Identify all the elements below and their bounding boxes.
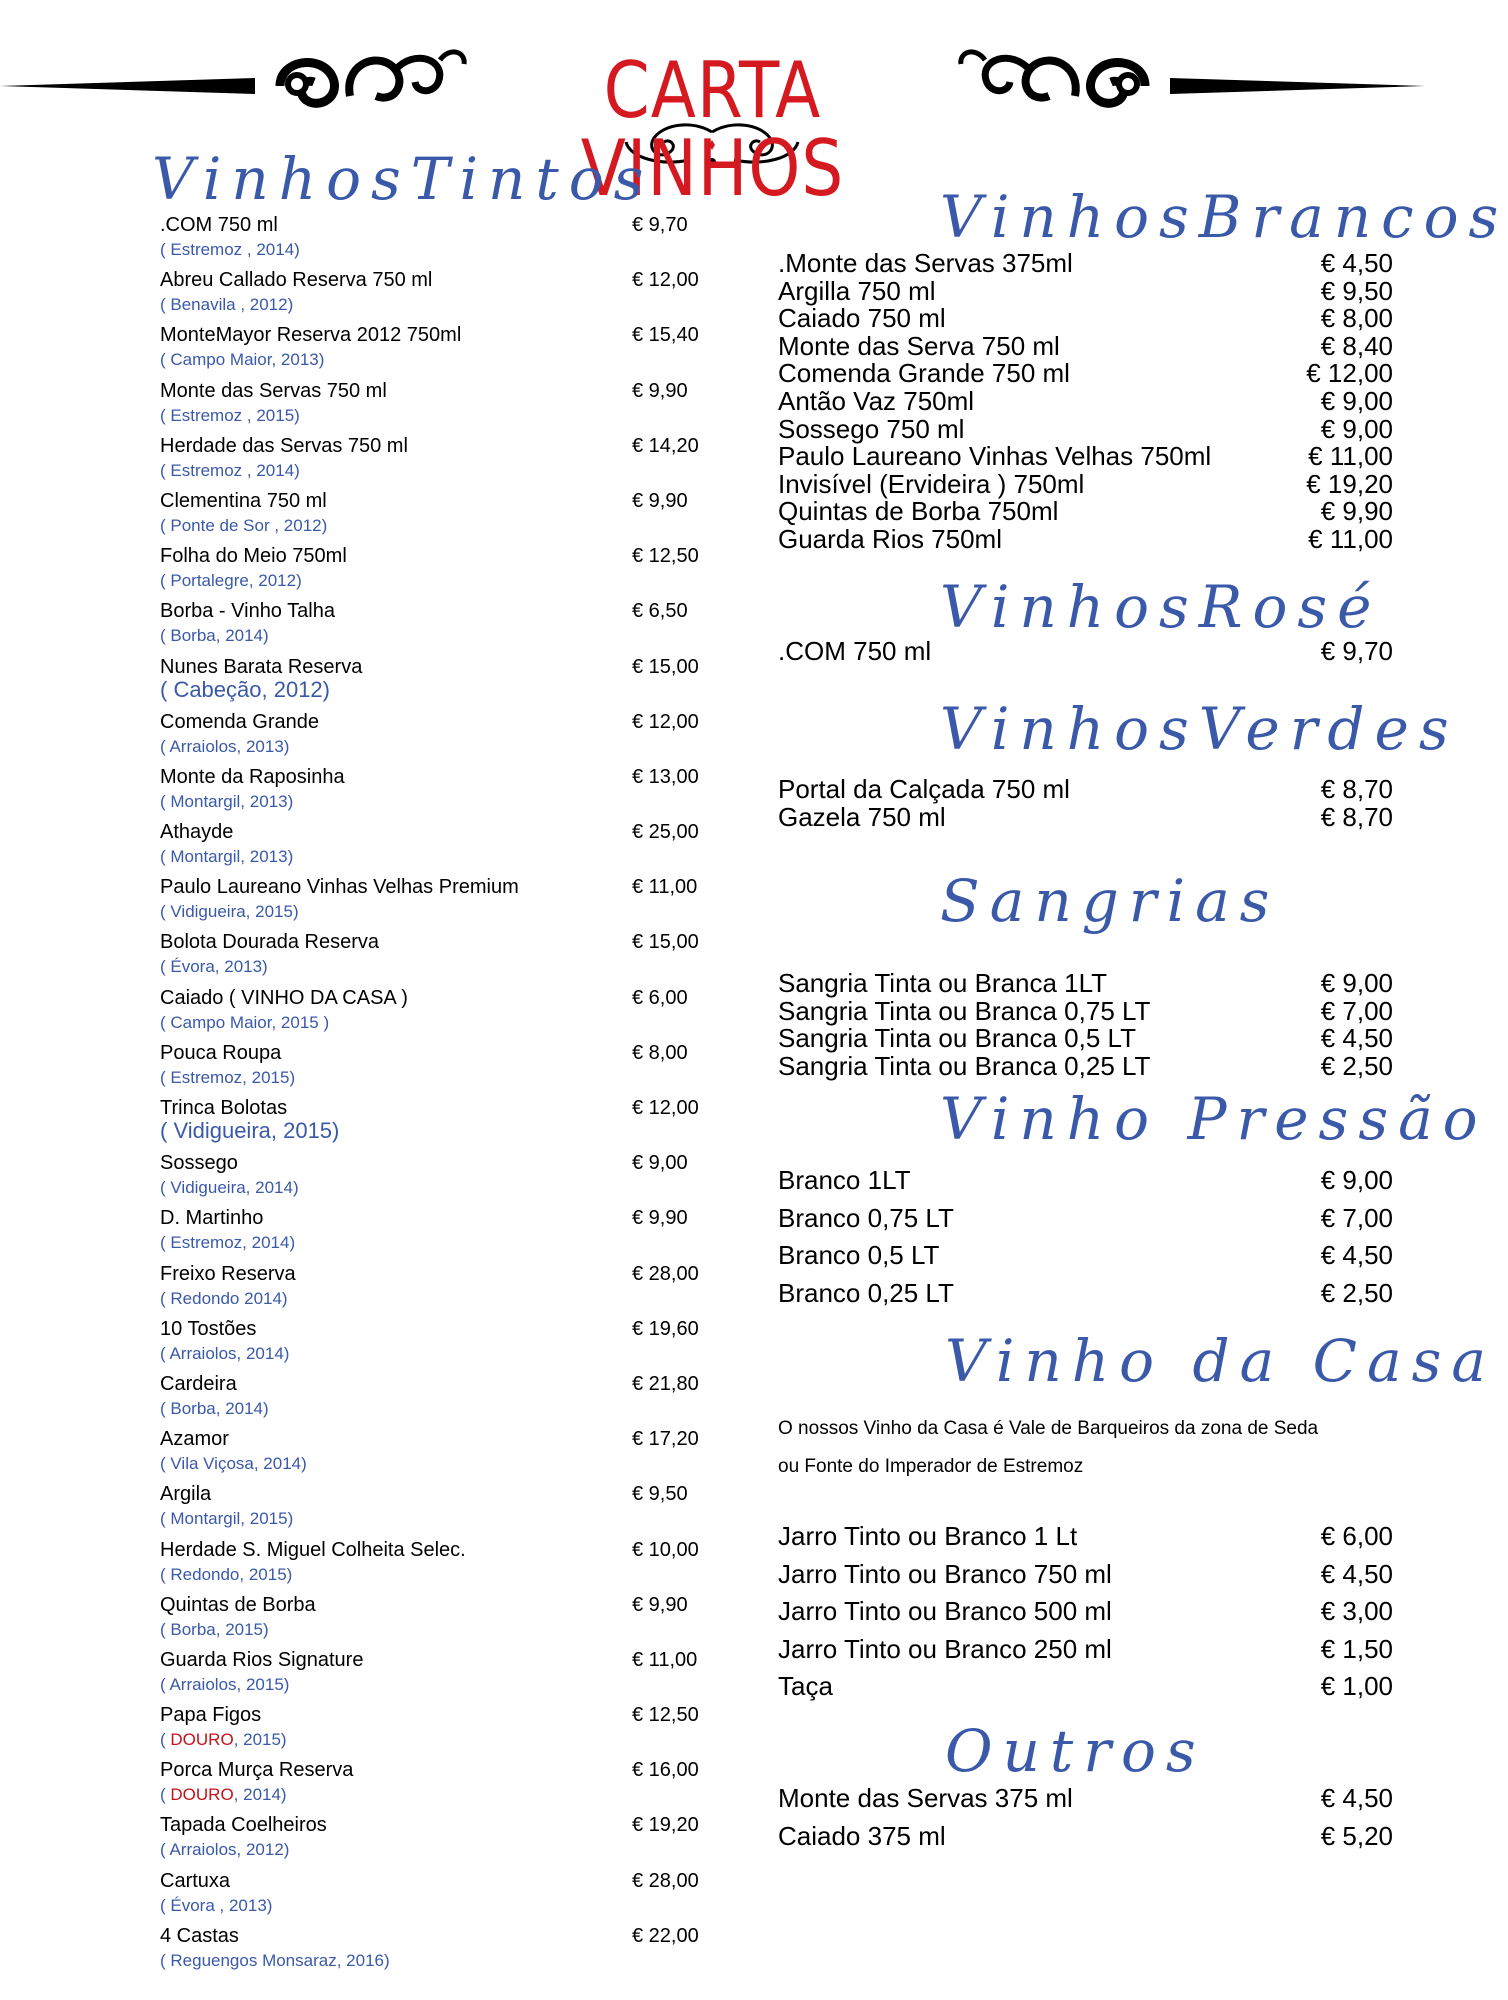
scroll-ornament-right — [961, 52, 1425, 103]
item-price: € 4,50 — [1320, 1558, 1393, 1589]
wine-price: € 28,00 — [632, 1869, 699, 1892]
item-name: Invisível (Ervideira ) 750ml — [778, 468, 1085, 499]
wine-name: Tapada Coelheiros — [160, 1814, 327, 1837]
item-price: € 2,50 — [1320, 1277, 1393, 1308]
wine-item — [158, 598, 708, 653]
wine-item — [158, 433, 708, 488]
wine-origin: ( Vila Viçosa, 2014) — [160, 1454, 307, 1474]
item-price: € 4,50 — [1320, 248, 1393, 278]
wine-item — [158, 543, 708, 598]
wine-price: € 12,50 — [632, 1704, 699, 1727]
wine-item — [158, 378, 708, 433]
wine-price: € 14,20 — [632, 434, 699, 457]
outros-list — [778, 1780, 1393, 1855]
casa-item — [778, 1631, 1393, 1669]
sangrias-list — [778, 970, 1393, 1080]
item-name: Caiado 750 ml — [778, 303, 946, 334]
sangrias-item — [778, 995, 1393, 1026]
item-price: € 9,00 — [1320, 385, 1393, 416]
wine-item — [158, 1040, 708, 1095]
item-price: € 4,50 — [1320, 1023, 1393, 1054]
wine-origin: ( Campo Maior, 2015 ) — [160, 1012, 330, 1032]
wine-name: Cartuxa — [160, 1869, 231, 1892]
wine-price: € 6,50 — [632, 600, 688, 623]
wine-name: D. Martinho — [160, 1207, 264, 1230]
wine-origin-suffix: , 2014) — [233, 1785, 287, 1805]
wine-price: € 25,00 — [632, 821, 699, 844]
wine-origin: ( Reguengos Monsaraz, 2016) — [160, 1950, 390, 1970]
casa-item — [778, 1518, 1393, 1556]
wine-item — [158, 267, 708, 322]
wine-item — [158, 1371, 708, 1426]
wine-name: Porca Murça Reserva — [160, 1759, 354, 1782]
rose-list — [778, 638, 1393, 666]
wine-item — [158, 1923, 708, 1978]
item-name: Antão Vaz 750ml — [778, 385, 975, 416]
wine-item — [158, 1316, 708, 1371]
wine-item — [158, 985, 708, 1040]
item-name: Sangria Tinta ou Branca 0,75 LT — [778, 995, 1151, 1026]
wine-name: MonteMayor Reserva 2012 750ml — [160, 324, 462, 347]
wine-price: € 10,00 — [632, 1538, 699, 1561]
casa-list — [778, 1518, 1393, 1706]
item-name: Gazela 750 ml — [778, 801, 946, 832]
wine-origin: ( Arraiolos, 2015) — [160, 1674, 290, 1694]
sangrias-item — [778, 1025, 1393, 1053]
item-price: € 8,70 — [1320, 774, 1393, 804]
item-name: Argilla 750 ml — [778, 275, 936, 306]
wine-item — [158, 1205, 708, 1260]
wine-name: Quintas de Borba — [160, 1593, 316, 1616]
wine-name: Trinca Bolotas — [160, 1097, 288, 1119]
wine-origin: ( Benavila , 2012) — [160, 295, 294, 315]
brancos-item — [778, 413, 1393, 444]
wine-price: € 19,60 — [632, 1317, 699, 1340]
item-price: € 4,50 — [1320, 1240, 1393, 1270]
pressao-item — [778, 1275, 1393, 1313]
wine-origin: ( Redondo 2014) — [160, 1288, 288, 1308]
casa-item — [778, 1556, 1393, 1594]
rose-item — [778, 638, 1393, 666]
wine-price: € 22,00 — [632, 1924, 699, 1947]
sangrias-item — [778, 970, 1393, 998]
wine-name: Guarda Rios Signature — [160, 1648, 364, 1671]
wine-origin — [160, 1784, 287, 1806]
item-price: € 11,00 — [1308, 441, 1393, 472]
wine-item — [158, 1095, 708, 1150]
brancos-item — [778, 275, 1393, 306]
wine-item — [158, 488, 708, 543]
wine-origin: ( Estremoz , 2015) — [160, 405, 300, 425]
wine-origin-prefix: ( — [160, 1785, 171, 1805]
item-price: € 4,50 — [1320, 1783, 1393, 1813]
item-price: € 6,00 — [1320, 1521, 1393, 1551]
wine-item — [158, 1481, 708, 1536]
wine-origin: ( Arraiolos, 2012) — [160, 1840, 290, 1860]
wine-origin: ( Estremoz, 2014) — [160, 1233, 296, 1253]
wine-origin: ( Vidigueira, 2015) — [160, 1118, 340, 1143]
wine-price: € 9,90 — [632, 1207, 688, 1230]
item-price: € 7,00 — [1320, 1202, 1393, 1233]
wine-name: Folha do Meio 750ml — [160, 545, 347, 568]
item-price: € 8,40 — [1320, 330, 1393, 361]
wine-name: Clementina 750 ml — [160, 489, 327, 512]
wine-name: Comenda Grande — [160, 710, 319, 733]
item-name: Guarda Rios 750ml — [778, 523, 1002, 554]
wine-item — [158, 1150, 708, 1205]
wine-price: € 15,40 — [632, 324, 699, 347]
wine-price: € 9,90 — [632, 1593, 688, 1616]
casa-description-line: O nossos Vinho da Casa é Vale de Barqueiros da zona de Seda — [778, 1418, 1319, 1439]
item-price: € 1,00 — [1320, 1671, 1393, 1701]
wine-price: € 21,80 — [632, 1372, 699, 1395]
wine-item — [158, 874, 708, 929]
brancos-item — [778, 468, 1393, 499]
item-price: € 8,70 — [1320, 801, 1393, 832]
wine-price: € 9,90 — [632, 379, 688, 402]
wine-name: Bolota Dourada Reserva — [160, 931, 380, 954]
wine-price: € 11,00 — [632, 876, 698, 899]
item-name: Jarro Tinto ou Branco 1 Lt — [778, 1521, 1078, 1551]
section-heading-verdes: VinhosVerdes — [940, 695, 1459, 763]
brancos-item — [778, 330, 1393, 361]
verdes-item — [778, 801, 1393, 832]
wine-price: € 12,00 — [632, 269, 699, 292]
wine-name: Borba - Vinho Talha — [160, 600, 335, 623]
wine-price: € 12,50 — [632, 545, 699, 568]
item-price: € 9,70 — [1320, 636, 1393, 666]
wine-price: € 16,00 — [632, 1759, 699, 1782]
casa-item — [778, 1593, 1393, 1631]
wine-origin: ( Estremoz , 2014) — [160, 240, 300, 259]
outros-item — [778, 1780, 1393, 1818]
wine-name: Azamor — [160, 1428, 229, 1451]
brancos-list — [778, 250, 1393, 554]
wine-price: € 17,20 — [632, 1428, 699, 1451]
section-heading-pressao: Vinho Pressão — [940, 1085, 1488, 1153]
wine-name: Paulo Laureano Vinhas Velhas Premium — [160, 876, 519, 899]
brancos-item — [778, 385, 1393, 416]
item-price: € 19,20 — [1306, 468, 1393, 499]
wine-origin: ( Borba, 2015) — [160, 1619, 269, 1639]
wine-origin: ( Vidigueira, 2015) — [160, 902, 299, 922]
wine-name: Pouca Roupa — [160, 1041, 282, 1064]
item-name: Sangria Tinta ou Branca 1LT — [778, 968, 1108, 998]
wine-item — [158, 1702, 708, 1757]
section-heading-casa: Vinho da Casa — [945, 1327, 1496, 1395]
item-price: € 2,50 — [1320, 1050, 1393, 1081]
item-name: Monte das Serva 750 ml — [778, 330, 1060, 361]
pressao-item — [778, 1237, 1393, 1275]
wine-item — [158, 1647, 708, 1702]
sangrias-item — [778, 1050, 1393, 1081]
page-title: CARTA VINHOS — [580, 44, 845, 214]
wine-name: Sossego — [160, 1152, 238, 1175]
item-name: Portal da Calçada 750 ml — [778, 774, 1070, 804]
item-name: Caiado 375 ml — [778, 1820, 946, 1851]
pressao-item — [778, 1162, 1393, 1200]
item-price: € 5,20 — [1320, 1820, 1393, 1851]
wine-price: € 8,00 — [632, 1041, 688, 1064]
verdes-item — [778, 776, 1393, 804]
wine-origin: ( Cabeção, 2012) — [160, 676, 330, 702]
wine-item — [158, 1812, 708, 1867]
item-price: € 9,90 — [1320, 496, 1393, 527]
brancos-item — [778, 523, 1393, 554]
wine-origin-region: DOURO — [170, 1785, 234, 1805]
item-name: Sangria Tinta ou Branca 0,5 LT — [778, 1023, 1136, 1054]
wine-origin: ( Évora , 2013) — [160, 1895, 273, 1915]
wine-price: € 9,00 — [632, 1152, 688, 1175]
item-name: Branco 0,75 LT — [778, 1202, 954, 1233]
wine-origin: ( Montargil, 2015) — [160, 1509, 294, 1529]
wine-item — [158, 322, 708, 377]
item-name: Paulo Laureano Vinhas Velhas 750ml — [778, 441, 1212, 472]
item-price: € 12,00 — [1306, 358, 1393, 389]
item-name: Sossego 750 ml — [778, 413, 965, 444]
item-name: Jarro Tinto ou Branco 750 ml — [778, 1558, 1112, 1589]
pressao-list — [778, 1162, 1393, 1312]
wine-item — [158, 1757, 708, 1812]
brancos-item — [778, 250, 1393, 278]
brancos-item — [778, 305, 1393, 333]
wine-name: 4 Castas — [160, 1924, 239, 1947]
section-heading-sangrias: Sangrias — [940, 867, 1280, 935]
item-price: € 9,00 — [1320, 413, 1393, 444]
item-name: Quintas de Borba 750ml — [778, 496, 1059, 527]
wine-item — [158, 709, 708, 764]
brancos-item — [778, 360, 1393, 388]
wine-price: € 19,20 — [632, 1814, 699, 1837]
wine-origin-prefix: ( — [160, 1730, 171, 1750]
brancos-item — [778, 498, 1393, 526]
section-heading-brancos: VinhosBrancos — [940, 183, 1508, 251]
wine-origin-suffix: , 2015) — [233, 1730, 287, 1750]
brancos-item — [778, 443, 1393, 471]
wine-name: Abreu Callado Reserva 750 ml — [160, 269, 433, 292]
item-price: € 7,00 — [1320, 995, 1393, 1026]
wine-origin: ( Redondo, 2015) — [160, 1564, 293, 1584]
wine-price: € 13,00 — [632, 765, 699, 788]
wine-price: € 9,90 — [632, 489, 688, 512]
item-price: € 9,50 — [1320, 275, 1393, 306]
wine-name: Argila — [160, 1483, 212, 1506]
wine-price: € 15,00 — [632, 931, 699, 954]
item-name: Monte das Servas 375 ml — [778, 1783, 1073, 1813]
wine-origin: ( Portalegre, 2012) — [160, 571, 302, 591]
item-name: Taça — [778, 1671, 833, 1701]
wine-item — [158, 212, 708, 267]
wine-item — [158, 1537, 708, 1592]
section-heading-outros: Outros — [945, 1717, 1206, 1785]
wine-item — [158, 1868, 708, 1923]
pressao-item — [778, 1200, 1393, 1238]
casa-description-line: ou Fonte do Imperador de Estremoz — [778, 1456, 1084, 1477]
wine-origin: ( Campo Maior, 2013) — [160, 350, 325, 370]
wine-origin: ( Ponte de Sor , 2012) — [160, 515, 328, 535]
item-price: € 11,00 — [1308, 523, 1393, 554]
wine-item — [158, 654, 708, 709]
item-name: Comenda Grande 750 ml — [778, 358, 1070, 389]
wine-price: € 6,00 — [632, 986, 688, 1009]
item-price: € 8,00 — [1320, 303, 1393, 334]
tintos-list — [158, 212, 708, 1978]
wine-item — [158, 819, 708, 874]
verdes-list — [778, 776, 1393, 831]
wine-origin-region: DOURO — [170, 1730, 234, 1750]
wine-name: Athayde — [160, 821, 234, 844]
wine-name: 10 Tostões — [160, 1317, 257, 1340]
wine-price: € 12,00 — [632, 710, 699, 733]
wine-item — [158, 764, 708, 819]
wine-price: € 9,70 — [632, 214, 688, 236]
wine-origin: ( Évora, 2013) — [160, 957, 268, 977]
wine-origin: ( Vidigueira, 2014) — [160, 1178, 299, 1198]
wine-price: € 12,00 — [632, 1097, 699, 1119]
section-heading-rose: VinhosRosé — [940, 573, 1382, 641]
wine-origin: ( Borba, 2014) — [160, 1398, 269, 1418]
item-name: Jarro Tinto ou Branco 500 ml — [778, 1596, 1112, 1626]
casa-description — [778, 1410, 1398, 1486]
wine-name: Herdade S. Miguel Colheita Selec. — [160, 1538, 466, 1561]
wine-origin: ( Arraiolos, 2014) — [160, 1343, 290, 1363]
wine-price: € 15,00 — [632, 655, 699, 678]
wine-name: Caiado ( VINHO DA CASA ) — [160, 986, 408, 1009]
item-name: Sangria Tinta ou Branca 0,25 LT — [778, 1050, 1151, 1081]
wine-name: Monte da Raposinha — [160, 765, 345, 788]
wine-origin: ( Estremoz, 2015) — [160, 1067, 296, 1087]
wine-name: .COM 750 ml — [160, 214, 278, 236]
scroll-ornament-left — [0, 52, 464, 103]
item-name: Branco 1LT — [778, 1165, 911, 1195]
section-heading-tintos: VinhosTintos — [152, 145, 654, 213]
wine-origin: ( Montargil, 2013) — [160, 847, 294, 867]
casa-item — [778, 1668, 1393, 1706]
item-price: € 1,50 — [1320, 1633, 1393, 1664]
wine-name: Cardeira — [160, 1372, 237, 1395]
item-price: € 9,00 — [1320, 968, 1393, 998]
item-price: € 3,00 — [1320, 1596, 1393, 1626]
wine-name: Monte das Servas 750 ml — [160, 379, 387, 402]
wine-origin: ( Borba, 2014) — [160, 626, 269, 646]
wine-origin: ( Arraiolos, 2013) — [160, 736, 290, 756]
wine-item — [158, 1261, 708, 1316]
item-name: Jarro Tinto ou Branco 250 ml — [778, 1633, 1112, 1664]
wine-origin: ( Estremoz , 2014) — [160, 460, 300, 480]
wine-name: Papa Figos — [160, 1704, 262, 1727]
wine-price: € 11,00 — [632, 1648, 698, 1671]
item-price: € 9,00 — [1320, 1165, 1393, 1195]
outros-item — [778, 1818, 1393, 1856]
wine-item — [158, 1426, 708, 1481]
item-name: .COM 750 ml — [778, 636, 932, 666]
item-name: Branco 0,25 LT — [778, 1277, 954, 1308]
wine-price: € 28,00 — [632, 1262, 699, 1285]
wine-name: Nunes Barata Reserva — [160, 655, 363, 678]
wine-name: Freixo Reserva — [160, 1262, 296, 1285]
item-name: .Monte das Servas 375ml — [778, 248, 1073, 278]
wine-origin: ( Montargil, 2013) — [160, 791, 294, 811]
wine-price: € 9,50 — [632, 1483, 688, 1506]
wine-item — [158, 1592, 708, 1647]
item-name: Branco 0,5 LT — [778, 1240, 940, 1270]
wine-item — [158, 929, 708, 984]
wine-name: Herdade das Servas 750 ml — [160, 434, 408, 457]
wine-origin — [160, 1729, 287, 1751]
